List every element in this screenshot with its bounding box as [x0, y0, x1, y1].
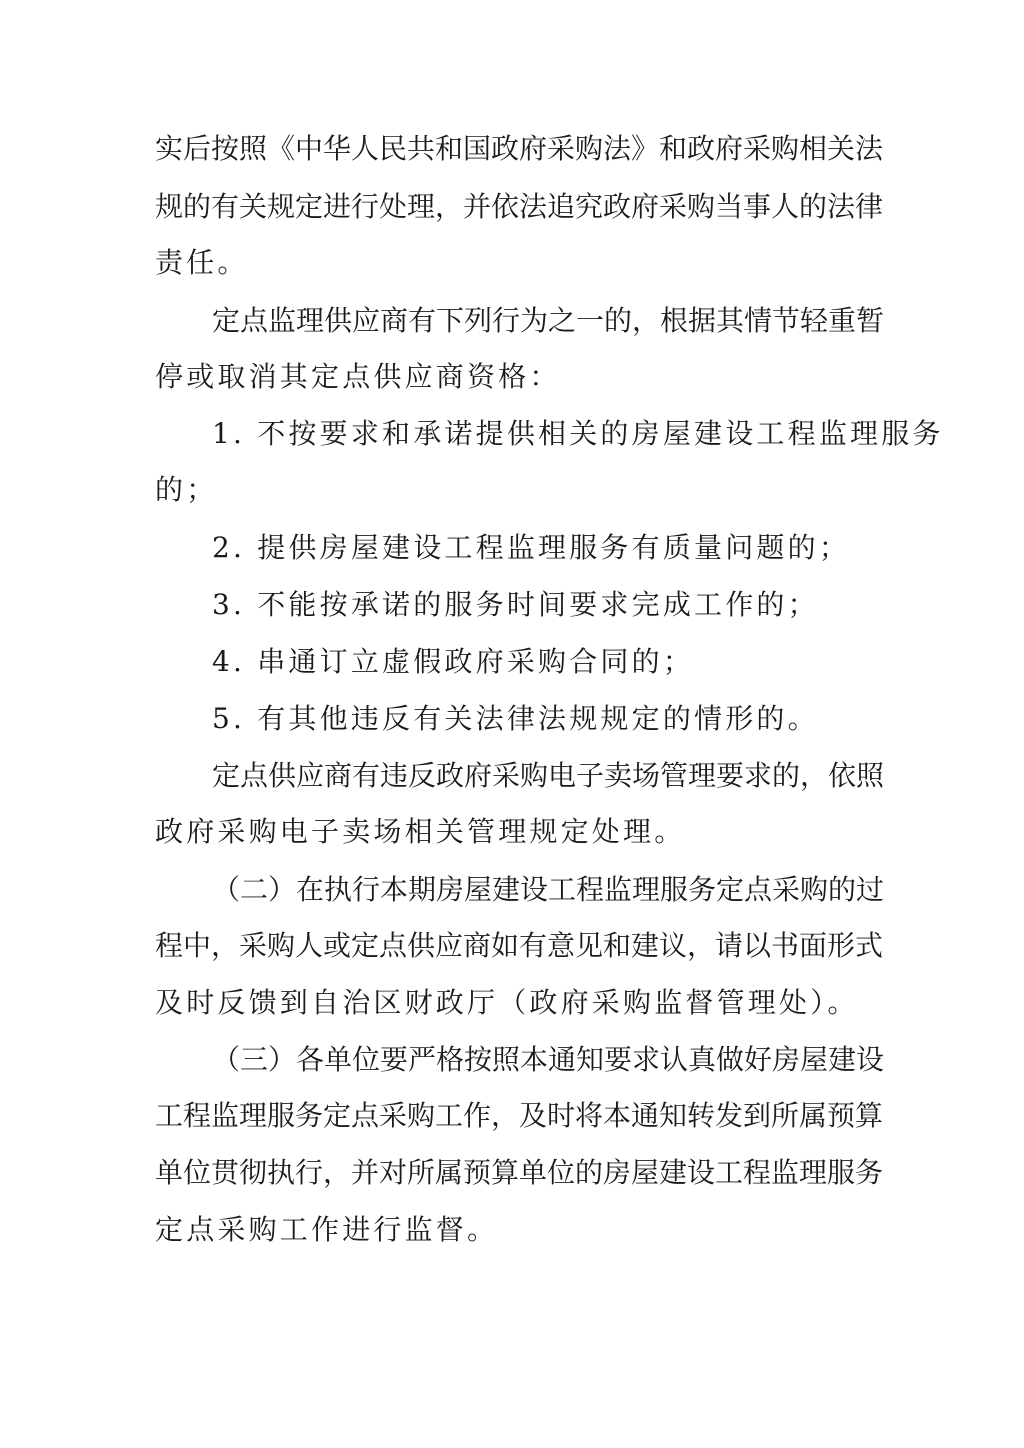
paragraph-line: 规的有关规定进行处理，并依法追究政府采购当事人的法律 — [155, 190, 884, 223]
paragraph-line: 定点供应商有违反政府采购电子卖场管理要求的，依照 — [212, 759, 885, 792]
paragraph-line: （三）各单位要严格按照本通知要求认真做好房屋建设 — [212, 1043, 885, 1076]
list-item: 5. 有其他违反有关法律法规规定的情形的。 — [212, 702, 819, 735]
list-item: 3. 不能按承诺的服务时间要求完成工作的； — [212, 588, 819, 621]
list-item: 2. 提供房屋建设工程监理服务有质量问题的； — [212, 531, 851, 564]
paragraph-line: 停或取消其定点供应商资格： — [155, 360, 561, 393]
paragraph-line: 政府采购电子卖场相关管理规定处理。 — [155, 815, 686, 848]
paragraph-line: 定点采购工作进行监督。 — [155, 1213, 499, 1246]
paragraph-line: 的； — [155, 473, 218, 506]
paragraph-line: 程中，采购人或定点供应商如有意见和建议，请以书面形式 — [155, 929, 884, 962]
paragraph-line: 定点监理供应商有下列行为之一的，根据其情节轻重暂 — [212, 304, 885, 337]
paragraph-line: （二）在执行本期房屋建设工程监理服务定点采购的过 — [212, 873, 885, 906]
paragraph-line: 单位贯彻执行，并对所属预算单位的房屋建设工程监理服务 — [155, 1156, 884, 1189]
paragraph-line: 实后按照《中华人民共和国政府采购法》和政府采购相关法 — [155, 132, 884, 165]
paragraph-line: 及时反馈到自治区财政厅（政府采购监督管理处）。 — [155, 986, 859, 1019]
paragraph-line: 工程监理服务定点采购工作，及时将本通知转发到所属预算 — [155, 1099, 884, 1132]
list-item: 4. 串通订立虚假政府采购合同的； — [212, 645, 695, 678]
list-item: 1. 不按要求和承诺提供相关的房屋建设工程监理服务 — [212, 417, 944, 450]
paragraph-line: 责任。 — [155, 246, 249, 279]
